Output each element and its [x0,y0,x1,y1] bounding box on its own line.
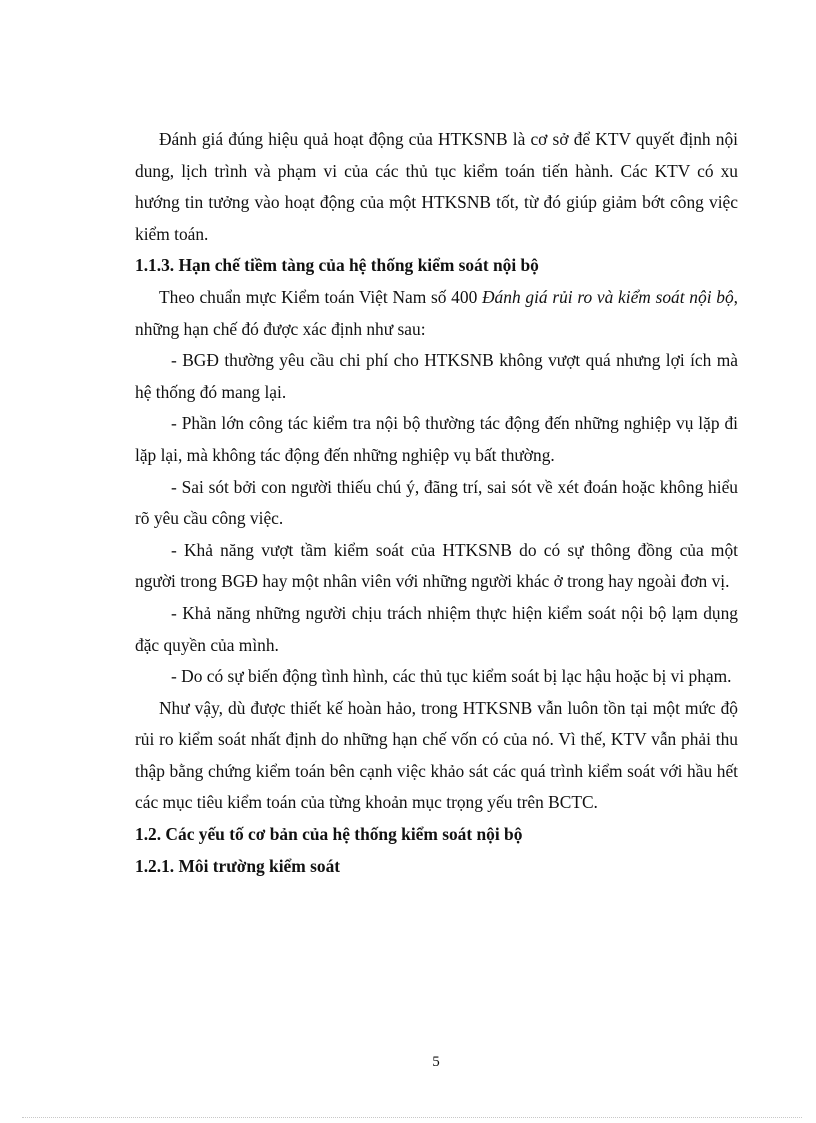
list-item: - Do có sự biến động tình hình, các thủ tục kiểm soát bị lạc hậu hoặc bị vi phạm. [171,666,732,687]
paragraph-standard-400 [135,282,738,345]
standard-title-italic: Đánh giá rủi ro và kiểm soát nội bộ [482,286,734,307]
heading-1-1-3: 1.1.3. Hạn chế tiềm tàng của hệ thống kiểm soát nội bộ [135,255,539,276]
standard-intro-end: , những hạn chế đó được xác định như sau: [135,286,739,339]
heading-1-2: 1.2. Các yếu tố cơ bản của hệ thống kiểm soát nội bộ [135,824,523,845]
list-item: - Khả năng những người chịu trách nhiệm thực hiện kiểm soát nội bộ lạm dụng đặc quyền của mình. [135,602,738,655]
list-item: - Khả năng vượt tầm kiểm soát của HTKSNB do có sự thông đồng của một người trong BGĐ hay một nhân viên với những người khác ở trong hay ngoài đơn vị. [135,539,738,592]
list-item: - Sai sót bởi con người thiếu chú ý, đãng trí, sai sót về xét đoán hoặc không hiểu rõ yêu cầu công việc. [135,476,738,529]
page-bottom-divider [22,1117,802,1118]
paragraph-effectiveness: Đánh giá đúng hiệu quả hoạt động của HTKSNB là cơ sở để KTV quyết định nội dung, lịch trình và phạm vi của các thủ tục kiểm toán tiến hành. Các KTV có xu hướng tin tưởng vào hoạt động của một HTKSNB tốt, từ đó giúp giảm bớt công việc kiểm toán. [135,129,738,244]
heading-1-2-1: 1.2.1. Môi trường kiểm soát [135,855,341,876]
list-item: - Phần lớn công tác kiểm tra nội bộ thường tác động đến những nghiệp vụ lặp đi lặp lại, mà không tác động đến những nghiệp vụ bất thường. [135,413,738,465]
document-body [135,124,738,882]
standard-intro-text: Theo chuẩn mực Kiểm toán Việt Nam số 400 [159,286,482,307]
list-item: - BGĐ thường yêu cầu chi phí cho HTKSNB không vượt quá nhưng lợi ích mà hệ thống đó mang lại. [135,350,738,402]
paragraph-conclusion: Như vậy, dù được thiết kế hoàn hảo, trong HTKSNB vẫn luôn tồn tại một mức độ rủi ro kiểm soát nhất định do những hạn chế vốn có của nó. Vì thế, KTV vẫn phải thu thập bằng chứng kiểm toán bên cạnh việc khảo sát các quá trình kiểm soát với hầu hết các mục tiêu kiểm toán của từng khoản mục trọng yếu trên BCTC. [135,697,738,813]
page-number: 5 [432,1054,440,1070]
